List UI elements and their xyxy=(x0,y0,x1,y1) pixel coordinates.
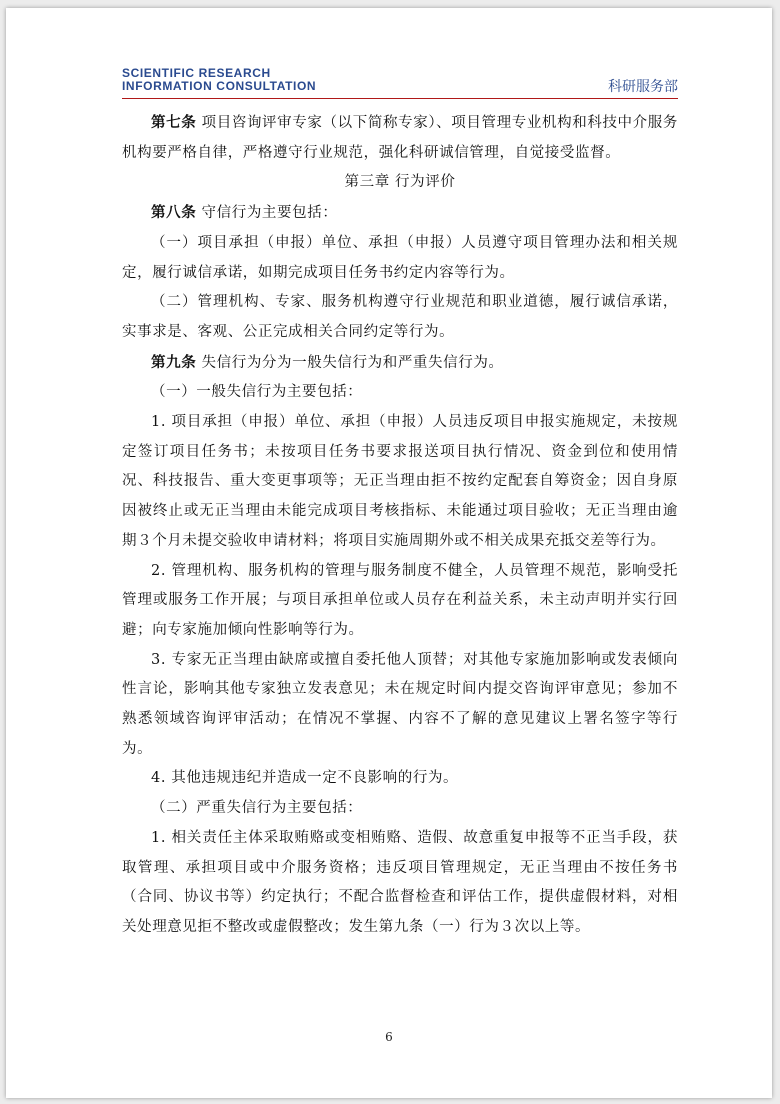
article-8-item-1: （一）项目承担（申报）单位、承担（申报）人员遵守项目管理办法和相关规定，履行诚信承诺，如期完成项目任务书约定内容等行为。 xyxy=(122,234,678,281)
general-dishonesty-title: （一）一般失信行为主要包括： xyxy=(151,384,363,401)
logo-text-line1: SCIENTIFIC RESEARCH xyxy=(122,66,271,80)
article-7-text: 项目咨询评审专家（以下简称专家）、项目管理专业机构和科技中介服务机构要严格自律，严格遵守行业规范，强化科研诚信管理，自觉接受监督。 xyxy=(122,115,678,161)
article-7-label: 第七条 xyxy=(151,114,197,131)
general-item-4: 4. 其他违规违纪并造成一定不良影响的行为。 xyxy=(151,770,459,787)
general-item-3: 3. 专家无正当理由缺席或擅自委托他人顶替；对其他专家施加影响或发表倾向性言论，影响其他专家独立发表意见；未在规定时间内提交咨询评审意见；参加不熟悉领域咨询评审活动；在情况不掌握、内容不了解的意见建议上署名签字等行为。 xyxy=(122,651,678,757)
page-header xyxy=(122,64,678,106)
general-item-2: 2. 管理机构、服务机构的管理与服务制度不健全，人员管理不规范，影响受托管理或服务工作开展；与项目承担单位或人员存在利益关系，未主动声明并实行回避；向专家施加倾向性影响等行为。 xyxy=(122,562,678,638)
article-8-text: 守信行为主要包括： xyxy=(201,205,338,222)
logo-text-line2: INFORMATION CONSULTATION xyxy=(122,79,317,93)
article-9-text: 失信行为分为一般失信行为和严重失信行为。 xyxy=(201,354,504,371)
article-7 xyxy=(122,108,678,168)
article-8 xyxy=(122,198,678,229)
department-label: 科研服务部 xyxy=(608,79,678,95)
serious-dishonesty-title: （二）严重失信行为主要包括： xyxy=(151,800,363,817)
general-item-1: 1. 项目承担（申报）单位、承担（申报）人员违反项目申报实施规定，未按规定签订项目任务书；未按项目任务书要求报送项目执行情况、资金到位和使用情况、科技报告、重大变更事项等；无正当理由拒不按约定配套自筹资金；因自身原因被终止或无正当理由未能完成项目考核指标、未能通过项目验收；无正当理由逾期３个月未提交验收申请材料；将项目实施周期外或不相关成果充抵交差等行为。 xyxy=(122,414,678,549)
article-9 xyxy=(122,348,678,379)
document-page xyxy=(6,8,772,1098)
header-rule xyxy=(122,98,678,99)
article-8-item-2: （二）管理机构、专家、服务机构遵守行业规范和职业道德，履行诚信承诺，实事求是、客观、公正完成相关合同约定等行为。 xyxy=(122,294,678,340)
article-8-label: 第八条 xyxy=(151,204,197,222)
chapter-3-title: 第三章 行为评价 xyxy=(344,174,456,191)
article-9-label: 第九条 xyxy=(151,353,197,371)
document-body xyxy=(122,108,678,943)
serious-item-1: 1. 相关责任主体采取贿赂或变相贿赂、造假、故意重复申报等不正当手段，获取管理、承担项目或中介服务资格；违反项目管理规定，无正当理由不按任务书（合同、协议书等）约定执行；不配合监督检查和评估工作，提供虚假材料，对相关处理意见拒不整改或虚假整改；发生第九条（一）行为３次以上等。 xyxy=(122,829,678,935)
page-number: 6 xyxy=(385,1030,393,1044)
